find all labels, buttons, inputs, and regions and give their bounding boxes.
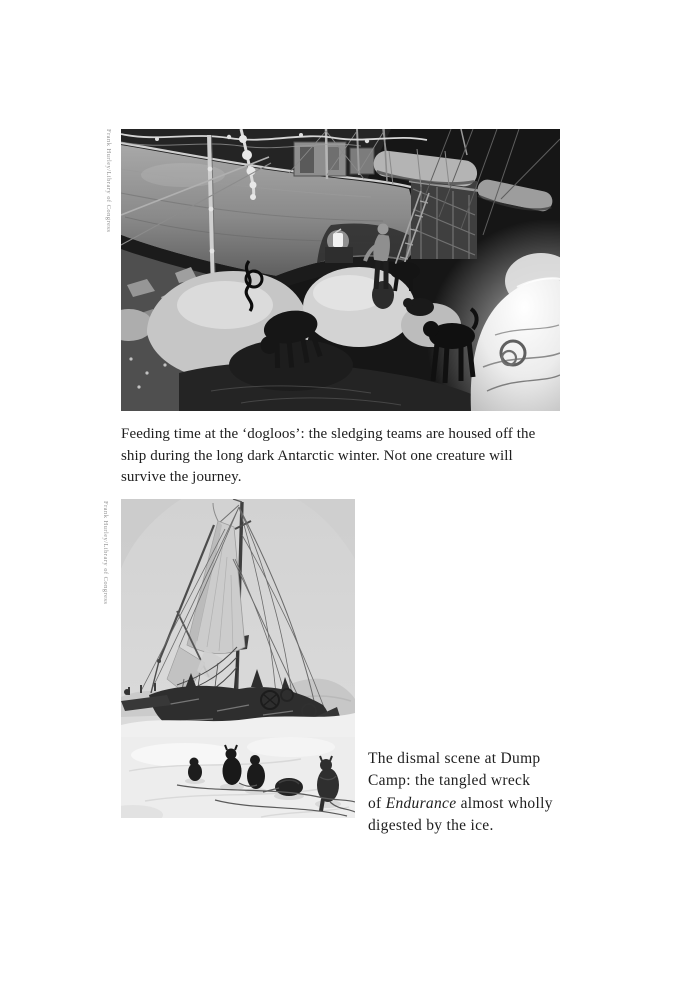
endurance-ship-name: Endurance	[385, 794, 457, 812]
caption-line: of Endurance almost wholly	[368, 794, 553, 812]
photo-credit-bottom: Frank Hurley/Library of Congress	[102, 501, 109, 605]
photo-dogloos-feeding	[121, 129, 560, 411]
caption-line: The dismal scene at Dump	[368, 750, 541, 767]
caption-line: digested by the ice.	[368, 817, 494, 835]
caption-line: survive the journey.	[121, 469, 242, 485]
photo-dump-camp	[121, 499, 355, 818]
caption-line: ship during the long dark Antarctic winter. Not one creature will	[121, 447, 513, 464]
caption-line: Camp: the tangled wreck	[368, 772, 531, 790]
caption-line: Feeding time at the ‘dogloos’: the sledging teams are housed off the	[121, 426, 536, 442]
caption-dump-camp	[368, 748, 553, 838]
photo-credit-top: Frank Hurley/Library of Congress	[105, 129, 112, 233]
caption-dogloos	[121, 424, 535, 489]
